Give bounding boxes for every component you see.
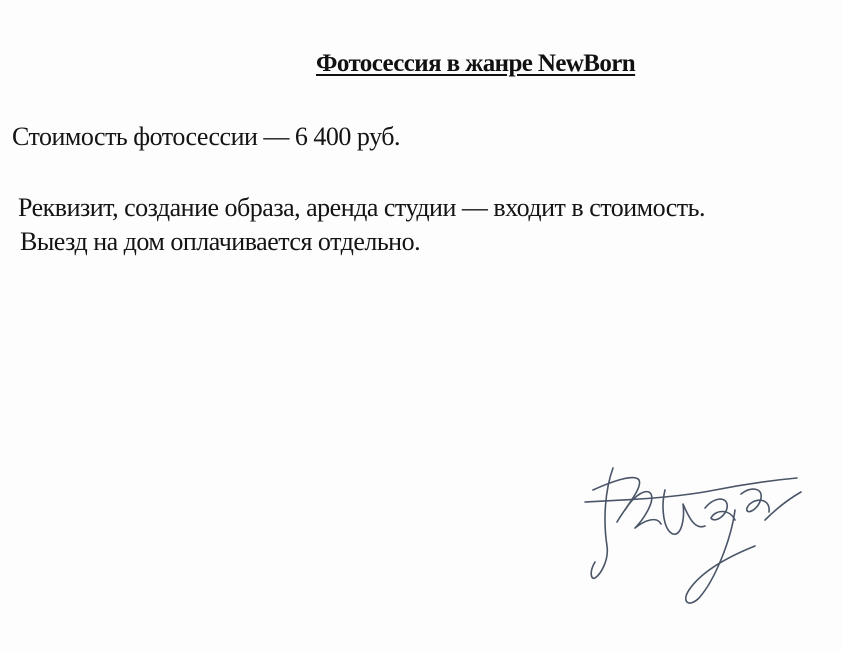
handwritten-signature: [565, 450, 805, 620]
home-visit-line: Выезд на дом оплачивается отдельно.: [20, 227, 421, 256]
included-services-line: Реквизит, создание образа, аренда студии — входит в стоимость.: [18, 193, 706, 222]
document-title: Фотосессия в жанре NewBorn: [316, 50, 636, 77]
price-line: Стоимость фотосессии — 6 400 руб.: [12, 122, 400, 151]
